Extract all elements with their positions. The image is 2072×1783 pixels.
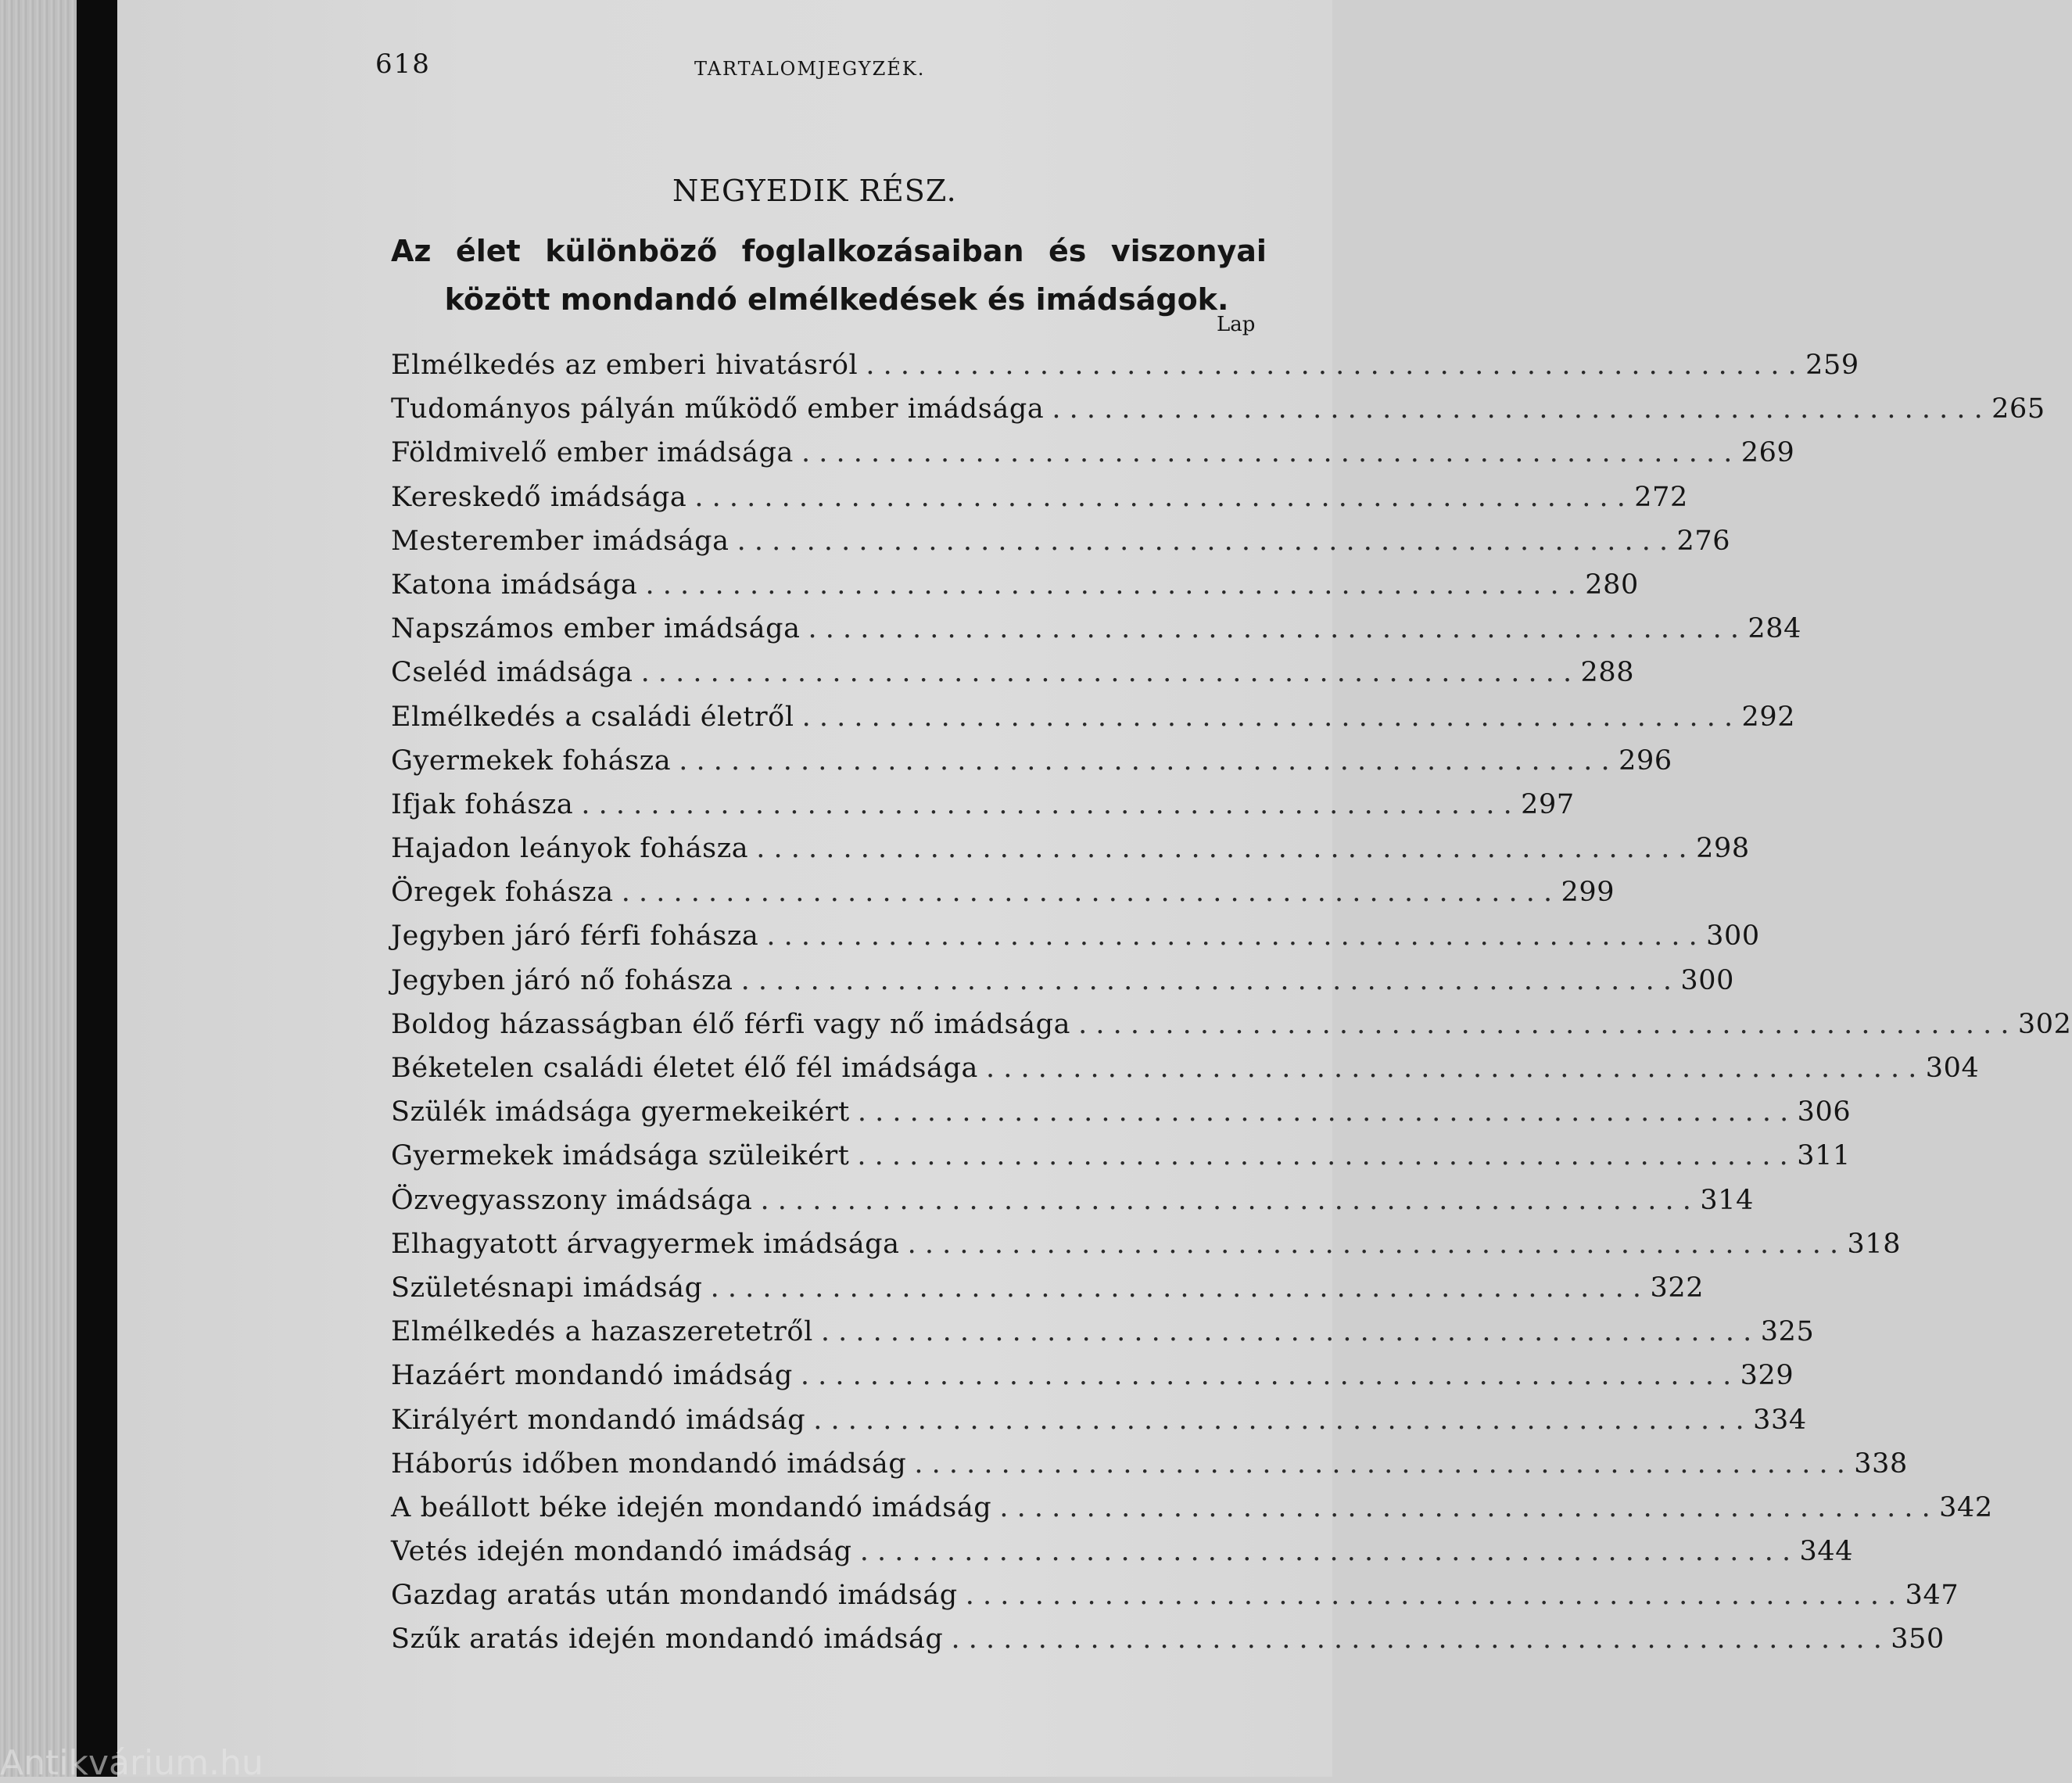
toc-entry-title: Jegyben járó férfi fohásza — [391, 920, 759, 952]
dot-leader: . . . . . . . . . . . . . . . . . . . . . . . . . . . . . . . . . . . . . . . . . . . . . . . . . . . . . . — [800, 1360, 1732, 1392]
toc-entry-page: 338 — [1854, 1448, 1908, 1480]
toc-entry-page: 296 — [1619, 744, 1672, 777]
toc-entry-page: 334 — [1753, 1404, 1807, 1436]
toc-entry-title: Szűk aratás idején mondandó imádság — [391, 1623, 944, 1656]
heading-word: viszonyai — [1110, 234, 1267, 268]
toc-entry-title: Hazáért mondandó imádság — [391, 1360, 793, 1392]
toc-entry-title: Vetés idején mondandó imádság — [391, 1536, 852, 1568]
toc-entry-title: Cseléd imádsága — [391, 657, 633, 689]
toc-entry — [391, 525, 1731, 569]
toc-entry — [391, 744, 1672, 789]
dot-leader: . . . . . . . . . . . . . . . . . . . . . . . . . . . . . . . . . . . . . . . . . . . . . . . . . . . . . . — [999, 1491, 1930, 1523]
toc-entry — [391, 788, 1575, 833]
toc-entry-title: Napszámos ember imádsága — [391, 613, 801, 645]
toc-entry — [391, 701, 1796, 745]
toc-entry — [391, 1623, 1945, 1667]
toc-entry-title: Béketelen családi életet élő fél imádsága — [391, 1053, 978, 1084]
running-title: TARTALOMJEGYZÉK. — [694, 58, 926, 80]
dot-leader: . . . . . . . . . . . . . . . . . . . . . . . . . . . . . . . . . . . . . . . . . . . . . . . . . . . . . . — [985, 1053, 1917, 1084]
dot-leader: . . . . . . . . . . . . . . . . . . . . . . . . . . . . . . . . . . . . . . . . . . . . . . . . . . . . . . — [581, 788, 1512, 820]
dot-leader: . . . . . . . . . . . . . . . . . . . . . . . . . . . . . . . . . . . . . . . . . . . . . . . . . . . . . . — [1078, 1008, 2009, 1040]
toc-entry-page: 314 — [1700, 1184, 1754, 1216]
toc-entry — [391, 1360, 1794, 1404]
toc-entry-title: Gyermekek imádsága szüleikért — [391, 1140, 850, 1172]
toc-entry-title: Mesterember imádsága — [391, 525, 730, 557]
toc-entry-title: Özvegyasszony imádsága — [391, 1184, 753, 1216]
dot-leader: . . . . . . . . . . . . . . . . . . . . . . . . . . . . . . . . . . . . . . . . . . . . . . . . . . . . . . — [951, 1623, 1882, 1656]
toc-entry — [391, 964, 1735, 1009]
toc-entry — [391, 1053, 1980, 1096]
toc-entry — [391, 877, 1615, 920]
dot-leader: . . . . . . . . . . . . . . . . . . . . . . . . . . . . . . . . . . . . . . . . . . . . . . . . . . . . . . — [640, 657, 1572, 689]
toc-entry-title: Gyermekek fohásza — [391, 744, 672, 777]
toc-entry-title: Királyért mondandó imádság — [391, 1404, 806, 1436]
heading-word: Az — [391, 234, 432, 268]
dot-leader: . . . . . . . . . . . . . . . . . . . . . . . . . . . . . . . . . . . . . . . . . . . . . . . . . . . . . . — [914, 1448, 1845, 1480]
page-number: 618 — [375, 48, 431, 80]
dot-leader: . . . . . . . . . . . . . . . . . . . . . . . . . . . . . . . . . . . . . . . . . . . . . . . . . . . . . . — [907, 1228, 1839, 1260]
heading-word: különböző — [545, 234, 718, 268]
section-heading — [391, 227, 1267, 324]
toc-entry — [391, 920, 1760, 964]
heading-word: élet — [455, 234, 521, 268]
toc-entry-page: 304 — [1925, 1053, 1980, 1084]
toc-entry-title: Elhagyatott árvagyermek imádsága — [391, 1228, 900, 1260]
toc-entry — [391, 350, 1859, 393]
toc-entry-title: Tudományos pályán működő ember imádsága — [391, 393, 1045, 425]
section-heading-line-1 — [391, 227, 1267, 275]
dot-leader: . . . . . . . . . . . . . . . . . . . . . . . . . . . . . . . . . . . . . . . . . . . . . . . . . . . . . . — [857, 1140, 1788, 1172]
toc-entry-page: 325 — [1760, 1316, 1815, 1348]
toc-entry — [391, 1580, 1959, 1623]
toc-entry-title: Háborús időben mondandó imádság — [391, 1448, 907, 1480]
toc-entry-title: Boldog házasságban élő férfi vagy nő imádsága — [391, 1008, 1071, 1040]
toc-entry-page: 297 — [1521, 788, 1575, 820]
toc-entry — [391, 1096, 1852, 1140]
toc-entry-page: 284 — [1748, 613, 1801, 645]
toc-entry — [391, 569, 1639, 613]
page-column-label: Lap — [1217, 313, 1256, 336]
toc-entry — [391, 1228, 1902, 1272]
toc-entry-title: Gazdag aratás után mondandó imádság — [391, 1580, 958, 1612]
toc-entry-title: Öregek fohásza — [391, 877, 614, 909]
toc-entry-page: 265 — [1991, 393, 2045, 425]
dot-leader: . . . . . . . . . . . . . . . . . . . . . . . . . . . . . . . . . . . . . . . . . . . . . . . . . . . . . . — [679, 744, 1610, 777]
toc-entry — [391, 1491, 1993, 1536]
toc-entry-page: 329 — [1740, 1360, 1794, 1392]
toc-entry-title: Katona imádsága — [391, 569, 638, 601]
toc-entry-page: 288 — [1580, 657, 1635, 689]
toc-entry-page: 272 — [1634, 481, 1688, 513]
dot-leader: . . . . . . . . . . . . . . . . . . . . . . . . . . . . . . . . . . . . . . . . . . . . . . . . . . . . . . — [801, 437, 1733, 469]
toc-entry — [391, 1008, 2072, 1053]
dot-leader: . . . . . . . . . . . . . . . . . . . . . . . . . . . . . . . . . . . . . . . . . . . . . . . . . . . . . . — [965, 1580, 1897, 1612]
toc-entry-title: A beállott béke idején mondandó imádság — [391, 1491, 992, 1523]
toc-entry-page: 302 — [2017, 1008, 2072, 1040]
dot-leader: . . . . . . . . . . . . . . . . . . . . . . . . . . . . . . . . . . . . . . . . . . . . . . . . . . . . . . — [737, 525, 1669, 557]
dot-leader: . . . . . . . . . . . . . . . . . . . . . . . . . . . . . . . . . . . . . . . . . . . . . . . . . . . . . . — [820, 1316, 1752, 1348]
heading-word: foglalkozásaiban — [741, 234, 1024, 268]
dot-leader: . . . . . . . . . . . . . . . . . . . . . . . . . . . . . . . . . . . . . . . . . . . . . . . . . . . . . . — [756, 833, 1687, 865]
toc-entry — [391, 657, 1635, 701]
dot-leader: . . . . . . . . . . . . . . . . . . . . . . . . . . . . . . . . . . . . . . . . . . . . . . . . . . . . . . — [801, 701, 1733, 733]
toc-entry — [391, 437, 1795, 481]
toc-entry — [391, 1404, 1807, 1448]
dot-leader: . . . . . . . . . . . . . . . . . . . . . . . . . . . . . . . . . . . . . . . . . . . . . . . . . . . . . . — [710, 1272, 1642, 1304]
toc-entry-page: 300 — [1680, 964, 1735, 996]
dot-leader: . . . . . . . . . . . . . . . . . . . . . . . . . . . . . . . . . . . . . . . . . . . . . . . . . . . . . . — [766, 920, 1697, 952]
toc-entry-page: 300 — [1706, 920, 1760, 952]
part-title: NEGYEDIK RÉSZ. — [672, 174, 957, 208]
toc-entry-page: 311 — [1797, 1140, 1851, 1172]
toc-entry-page: 342 — [1939, 1491, 1993, 1523]
toc-entry — [391, 1316, 1815, 1360]
toc-entry-page: 344 — [1799, 1536, 1854, 1568]
toc-entry-title: Elmélkedés a hazaszeretetről — [391, 1316, 813, 1348]
heading-word: és — [1048, 234, 1087, 268]
table-of-contents — [391, 350, 2072, 1668]
toc-entry-title: Jegyben járó nő fohásza — [391, 964, 733, 996]
toc-entry — [391, 613, 1801, 657]
toc-entry-page: 298 — [1696, 833, 1750, 865]
dot-leader: . . . . . . . . . . . . . . . . . . . . . . . . . . . . . . . . . . . . . . . . . . . . . . . . . . . . . . — [1052, 393, 1983, 425]
toc-entry — [391, 833, 1750, 877]
toc-entry — [391, 1536, 1854, 1580]
toc-entry — [391, 1272, 1705, 1316]
dot-leader: . . . . . . . . . . . . . . . . . . . . . . . . . . . . . . . . . . . . . . . . . . . . . . . . . . . . . . — [808, 613, 1739, 645]
running-head — [375, 48, 970, 88]
toc-entry-title: Szülék imádsága gyermekeikért — [391, 1096, 850, 1128]
dot-leader: . . . . . . . . . . . . . . . . . . . . . . . . . . . . . . . . . . . . . . . . . . . . . . . . . . . . . . — [621, 877, 1553, 909]
dot-leader: . . . . . . . . . . . . . . . . . . . . . . . . . . . . . . . . . . . . . . . . . . . . . . . . . . . . . . — [645, 569, 1576, 601]
toc-entry-page: 259 — [1805, 350, 1859, 381]
toc-entry-page: 322 — [1650, 1272, 1705, 1304]
scan-background — [0, 0, 77, 1777]
toc-entry-page: 269 — [1740, 437, 1795, 469]
toc-entry-page: 280 — [1585, 569, 1639, 601]
book-spine — [77, 0, 117, 1777]
toc-entry-page: 347 — [1905, 1580, 1959, 1612]
dot-leader: . . . . . . . . . . . . . . . . . . . . . . . . . . . . . . . . . . . . . . . . . . . . . . . . . . . . . . — [857, 1096, 1789, 1128]
toc-entry — [391, 481, 1688, 526]
dot-leader: . . . . . . . . . . . . . . . . . . . . . . . . . . . . . . . . . . . . . . . . . . . . . . . . . . . . . . — [760, 1184, 1691, 1216]
toc-entry-title: Ifjak fohásza — [391, 788, 574, 820]
toc-entry — [391, 1184, 1754, 1229]
toc-entry-page: 299 — [1561, 877, 1615, 909]
dot-leader: . . . . . . . . . . . . . . . . . . . . . . . . . . . . . . . . . . . . . . . . . . . . . . . . . . . . . . — [740, 964, 1672, 996]
dot-leader: . . . . . . . . . . . . . . . . . . . . . . . . . . . . . . . . . . . . . . . . . . . . . . . . . . . . . . — [866, 350, 1797, 381]
toc-entry-title: Hajadon leányok fohásza — [391, 833, 749, 865]
toc-entry-title: Elmélkedés az emberi hivatásról — [391, 350, 859, 381]
toc-entry-title: Kereskedő imádsága — [391, 481, 687, 513]
section-heading-line-2: között mondandó elmélkedések és imádságok. — [444, 282, 1229, 317]
toc-entry — [391, 1140, 1851, 1184]
dot-leader: . . . . . . . . . . . . . . . . . . . . . . . . . . . . . . . . . . . . . . . . . . . . . . . . . . . . . . — [859, 1536, 1791, 1568]
toc-entry — [391, 1448, 1908, 1492]
toc-entry-page: 306 — [1797, 1096, 1852, 1128]
toc-entry — [391, 393, 2045, 437]
dot-leader: . . . . . . . . . . . . . . . . . . . . . . . . . . . . . . . . . . . . . . . . . . . . . . . . . . . . . . — [694, 481, 1626, 513]
toc-entry-page: 350 — [1891, 1623, 1945, 1656]
toc-entry-page: 292 — [1741, 701, 1796, 733]
toc-entry-title: Földmivelő ember imádsága — [391, 437, 794, 469]
toc-entry-page: 318 — [1847, 1228, 1902, 1260]
toc-entry-title: Elmélkedés a családi életről — [391, 701, 794, 733]
toc-entry-page: 276 — [1676, 525, 1731, 557]
dot-leader: . . . . . . . . . . . . . . . . . . . . . . . . . . . . . . . . . . . . . . . . . . . . . . . . . . . . . . — [813, 1404, 1744, 1436]
toc-entry-title: Születésnapi imádság — [391, 1272, 703, 1304]
watermark: Antikvárium.hu — [0, 1743, 263, 1783]
